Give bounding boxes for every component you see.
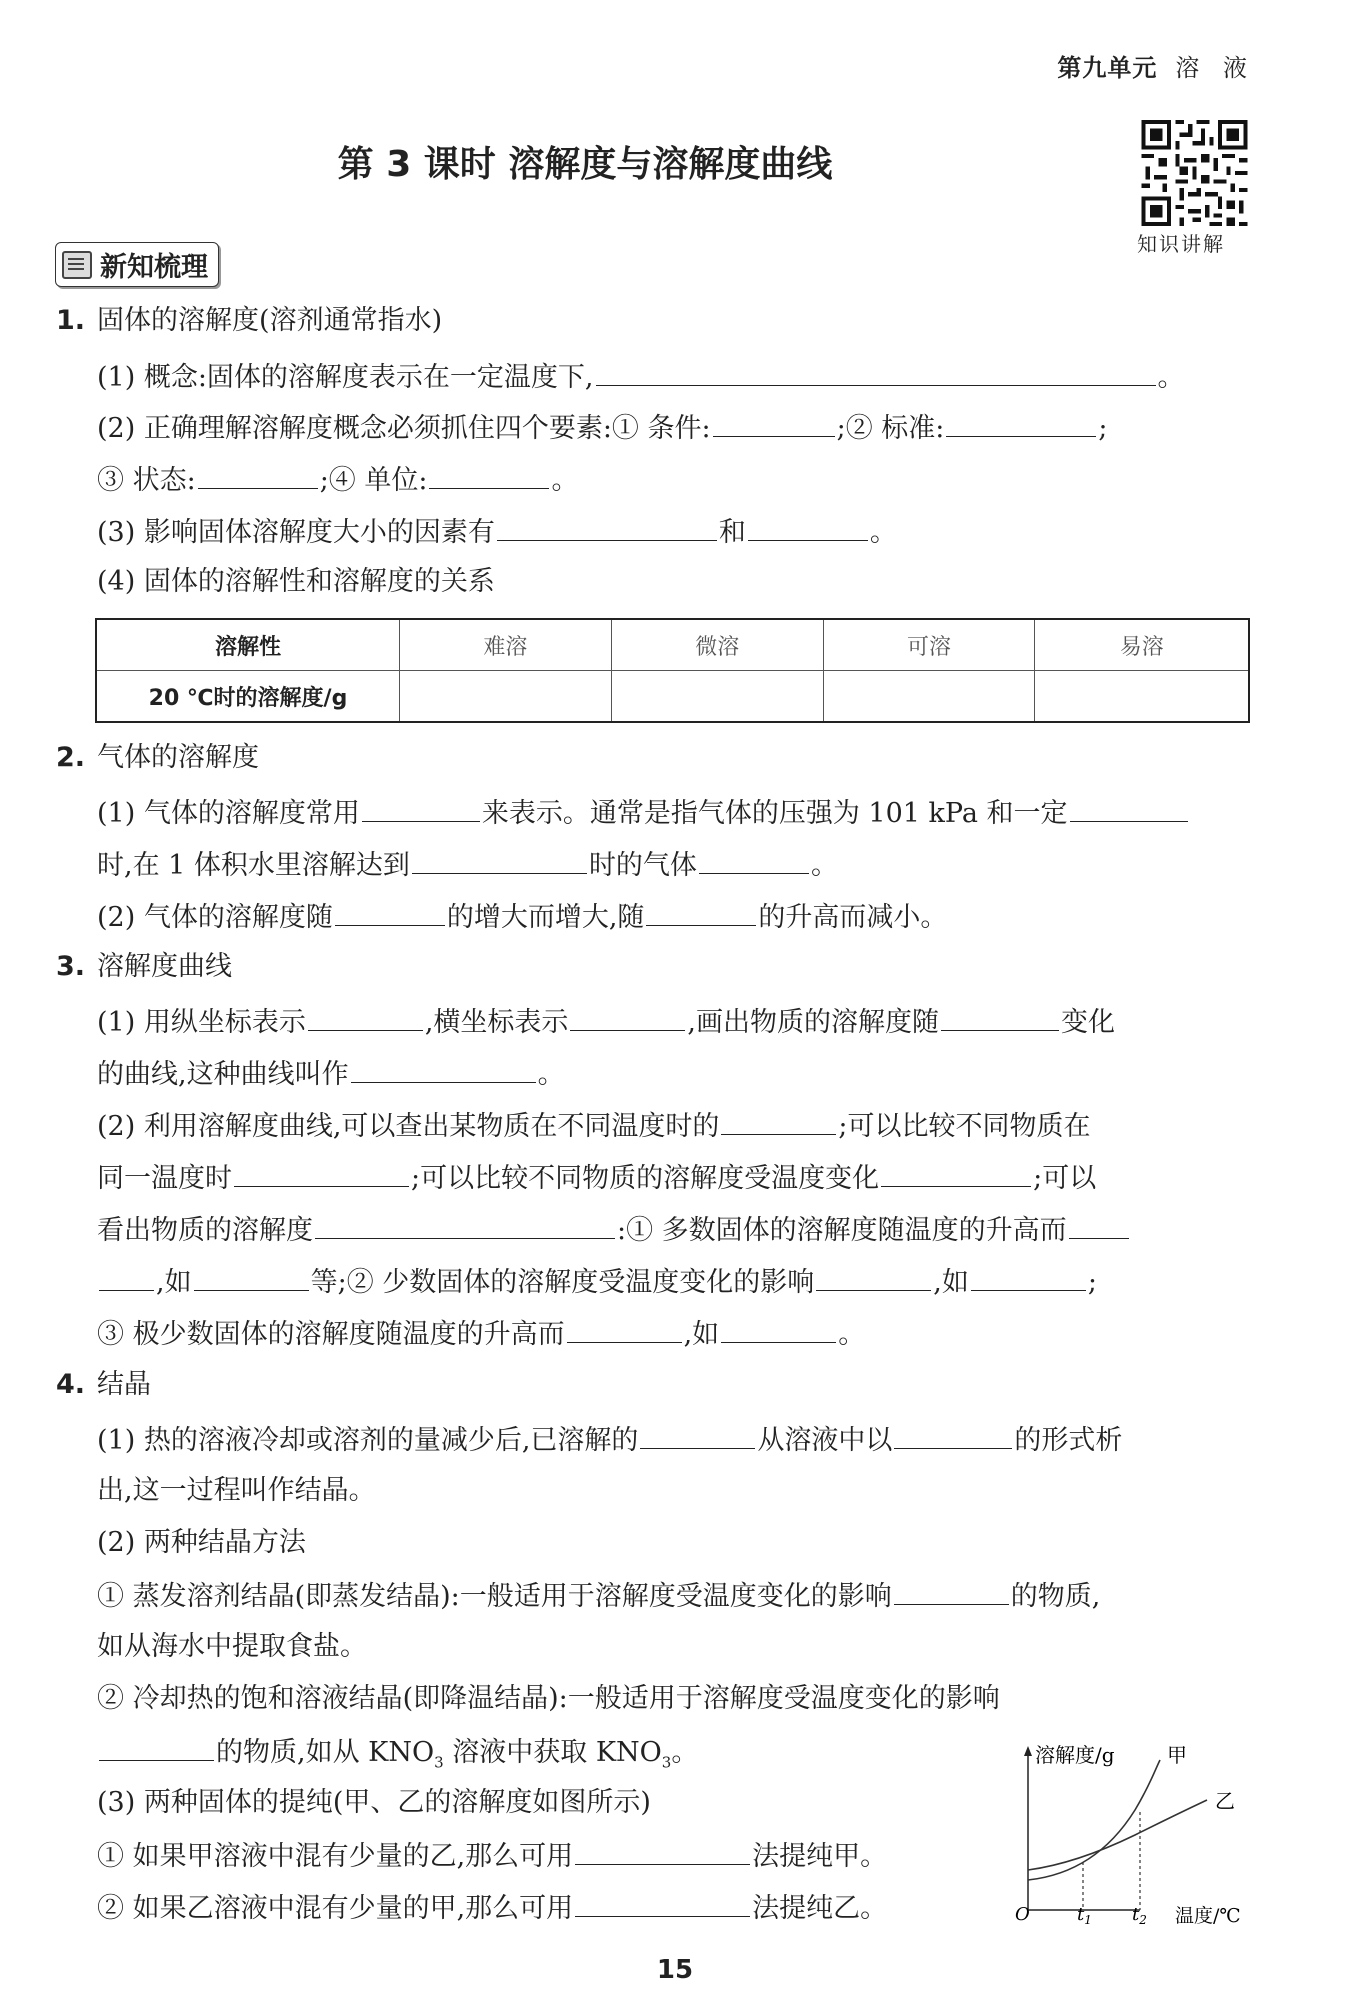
q4-l1: (1) 热的溶液冷却或溶剂的量减少后,已溶解的 从溶液中以 的形式析 (97, 1420, 1122, 1460)
q3-l7: ③ 极少数固体的溶解度随温度的升高而 ,如 。 (97, 1314, 865, 1354)
q3-l2: 的曲线,这种曲线叫作 。 (97, 1054, 565, 1094)
unit-header: 第九单元 溶 液 (1057, 54, 1255, 82)
q2-p1: (1) 气体的溶解度常用 来表示。通常是指气体的压强为 101 kPa 和一定 (97, 793, 1190, 833)
section-badge: 新知梳理 (55, 242, 219, 287)
q4-l10: ② 如果乙溶液中混有少量的甲,那么可用 法提纯乙。 (97, 1888, 887, 1928)
q4-heading: 4. 结晶 (56, 1369, 152, 1400)
q4-l6: ② 冷却热的饱和溶液结晶(即降温结晶):一般适用于溶解度受温度变化的影响 (97, 1683, 1000, 1714)
page-title: 第 3 课时 溶解度与溶解度曲线 (337, 144, 833, 185)
table-cell-blank (611, 671, 823, 723)
q1-p1: (1) 概念:固体的溶解度表示在一定温度下, 。 (97, 357, 1185, 397)
y-axis-label: 溶解度/g (1035, 1743, 1115, 1767)
q4-l8: (3) 两种固体的提纯(甲、乙的溶解度如图所示) (97, 1787, 651, 1818)
table-cell: 微溶 (611, 619, 823, 671)
table-cell: 可溶 (823, 619, 1035, 671)
q3-l1: (1) 用纵坐标表示 ,横坐标表示 ,画出物质的溶解度随 变化 (97, 1002, 1115, 1042)
q2-p3: (2) 气体的溶解度随 的增大而增大,随 的升高而减小。 (97, 897, 947, 937)
table-row (96, 671, 1249, 723)
qr-caption: 知识讲解 (1137, 232, 1225, 256)
x-axis-label: 温度/℃ (1175, 1905, 1241, 1927)
q4-l7: 的物质,如从 $KNO_3$ 溶液中获取 $KNO_3$。 (97, 1732, 698, 1781)
q4-l4: ① 蒸发溶剂结晶(即蒸发结晶):一般适用于溶解度受温度变化的影响 的物质, (97, 1576, 1100, 1616)
table-cell-blank (823, 671, 1035, 723)
table-header-cell: 20 ℃时的溶解度/g (96, 671, 400, 723)
q1-p5: (4) 固体的溶解性和溶解度的关系 (97, 566, 495, 597)
book-icon (62, 251, 92, 279)
qr-code (1137, 120, 1252, 226)
table-cell-blank (400, 671, 612, 723)
q4-l3: (2) 两种结晶方法 (97, 1527, 306, 1558)
solubility-curve-figure (1015, 1740, 1265, 1930)
table-cell-blank (1035, 671, 1249, 723)
q3-l3: (2) 利用溶解度曲线,可以查出某物质在不同温度时的 ;可以比较不同物质在 (97, 1106, 1091, 1146)
q1-p2: (2) 正确理解溶解度概念必须抓住四个要素:① 条件: ;② 标准: ; (97, 408, 1108, 448)
curve-yi-label: 乙 (1215, 1789, 1235, 1813)
q4-l9: ① 如果甲溶液中混有少量的乙,那么可用 法提纯甲。 (97, 1836, 887, 1876)
q4-l5: 如从海水中提取食盐。 (97, 1631, 367, 1662)
q4-l2: 出,这一过程叫作结晶。 (97, 1475, 376, 1506)
curve-jia-label: 甲 (1167, 1743, 1187, 1767)
table-row (96, 619, 1249, 671)
q1-heading: 1. 固体的溶解度(溶剂通常指水) (56, 305, 443, 336)
q3-heading: 3. 溶解度曲线 (56, 951, 233, 982)
table-header-cell: 溶解性 (96, 619, 400, 671)
q2-p2: 时,在 1 体积水里溶解达到 时的气体 。 (97, 845, 838, 885)
t1-label: $t_1$ (1077, 1904, 1092, 1927)
origin-label: O (1015, 1904, 1030, 1925)
table-cell: 难溶 (400, 619, 612, 671)
q1-p4: (3) 影响固体溶解度大小的因素有 和 。 (97, 512, 897, 552)
page-number: 15 (656, 1955, 694, 1985)
curve-yi (1028, 1800, 1207, 1870)
q3-l6: ,如 等;② 少数固体的溶解度受温度变化的影响 ,如 ; (97, 1262, 1097, 1302)
t2-label: $t_2$ (1132, 1904, 1147, 1927)
table-cell: 易溶 (1035, 619, 1249, 671)
q3-l4: 同一温度时 ;可以比较不同物质的溶解度受温度变化 ;可以 (97, 1158, 1096, 1198)
q3-l5: 看出物质的溶解度 :① 多数固体的溶解度随温度的升高而 (97, 1210, 1131, 1250)
y-axis-arrow (1024, 1746, 1032, 1756)
q1-p3: ③ 状态: ;④ 单位: 。 (97, 460, 578, 500)
solubility-table (95, 618, 1250, 723)
q2-heading: 2. 气体的溶解度 (56, 742, 260, 773)
